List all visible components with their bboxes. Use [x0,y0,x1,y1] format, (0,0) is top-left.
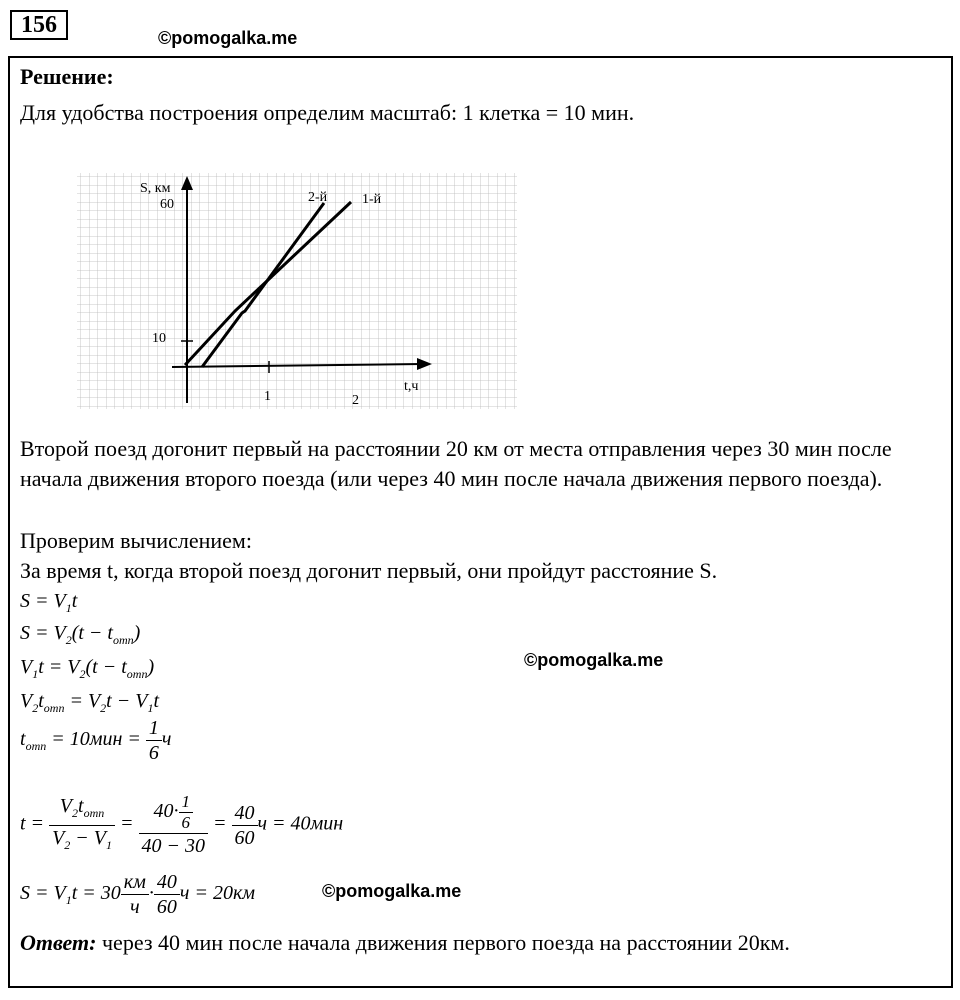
watermark-middle: ©pomogalka.me [524,650,664,670]
answer-text: через 40 мин после начала движения первого поезда на расстоянии 20км. [96,930,790,955]
check-text: За время t, когда второй поезд догонит первый, они пройдут расстояние S. [20,558,718,583]
y-tick-label-10: 10 [152,331,166,346]
watermark-bottom: ©pomogalka.me [322,881,462,901]
distance-time-graph [72,168,522,413]
formula-2: $S = V_2(t - t_{отп})$ [20,622,141,647]
answer [20,928,920,958]
x-tick-label-1: 1 [264,389,271,404]
conclusion-text: Второй поезд догонит первый на расстоянии 20 км от места отправления через 30 мин после начала движения второго поезда (или через 40 мин после начала движения первого поезда). [20,436,892,491]
solution-heading: Решение: [20,64,114,89]
line-label-train-1: 1-й [362,192,382,207]
problem-number: 156 [10,10,68,40]
answer-label: Ответ: [20,930,97,955]
scale-intro: Для удобства построения определим масштаб: 1 клетка = 10 мин. [20,100,635,125]
x-axis-label: t,ч [404,379,419,394]
formula-6: t = $V_2t_{отп}$ $V_2 - V_1$ = 40· $\frac{1}{6}$ 40 − 30 = $\frac{40}{60}$ ч = 40мин [20,792,344,857]
y-tick-label-60: 60 [160,197,174,212]
check-heading: Проверим вычислением: [20,528,252,553]
x-tick-label-2: 2 [352,393,359,408]
watermark-top: ©pomogalka.me [158,28,298,48]
y-axis-label: S, км [140,181,171,196]
line-label-train-2: 2-й [308,190,328,205]
formula-1: $S = V_1t$ [20,590,78,615]
formula-7: $S = V_1t = 30$ км ч · $\frac{40}{60}$ ч = 20км [20,871,256,918]
formula-4: $V_2t_{отп} = V_2t - V_1t$ [20,690,160,715]
grid-paper [77,173,517,409]
formula-3: $V_1t = V_2(t - t_{отп})$ [20,656,155,681]
formula-5: $t_{отп} = 10мин$ = $\frac{1}{6}$ ч [20,717,172,764]
